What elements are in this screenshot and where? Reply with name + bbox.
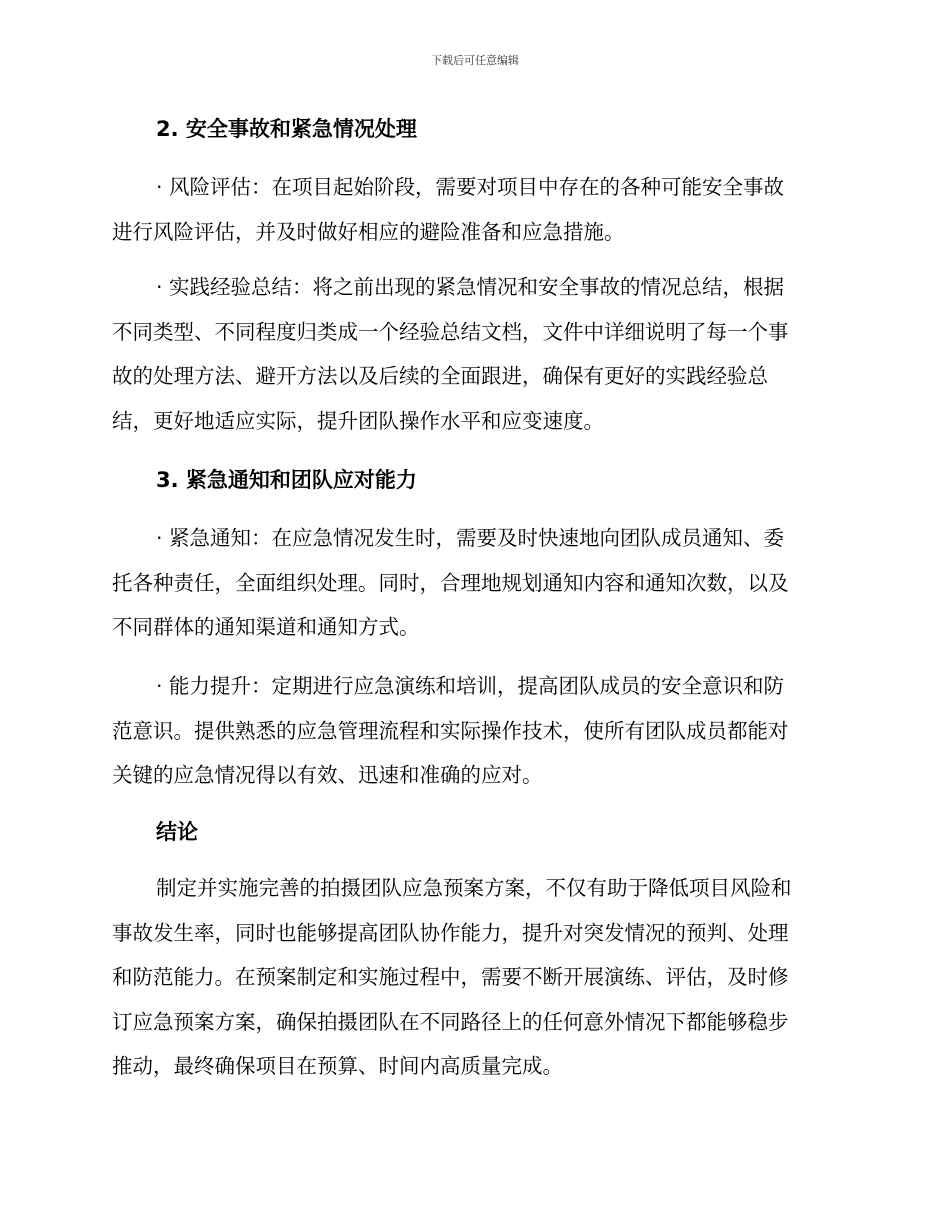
paragraph-line: 事故发生率，同时也能够提高团队协作能力，提升对突发情况的预判、处理 xyxy=(112,920,789,945)
section-heading: 结论 xyxy=(156,820,198,844)
paragraph-line: 托各种责任，全面组织处理。同时，合理地规划通知内容和通知次数，以及 xyxy=(112,570,789,595)
paragraph-line: · 风险评估：在项目起始阶段，需要对项目中存在的各种可能安全事故 xyxy=(156,175,785,199)
paragraph-line: 不同类型、不同程度归类成一个经验总结文档，文件中详细说明了每一个事 xyxy=(112,319,789,344)
paragraph xyxy=(112,516,836,650)
paragraph xyxy=(112,265,836,443)
paragraph xyxy=(112,165,836,254)
section-heading: 2. 安全事故和紧急情况处理 xyxy=(156,117,417,141)
paragraph-line: 进行风险评估，并及时做好相应的避险准备和应急措施。 xyxy=(112,219,625,244)
paragraph-line: 制定并实施完善的拍摄团队应急预案方案，不仅有助于降低项目风险和 xyxy=(156,876,792,900)
paragraph xyxy=(112,664,836,798)
paragraph-line: 范意识。提供熟悉的应急管理流程和实际操作技术，使所有团队成员都能对 xyxy=(112,718,789,743)
paragraph-line: 结，更好地适应实际，提升团队操作水平和应变速度。 xyxy=(112,408,604,433)
section-heading: 3. 紧急通知和团队应对能力 xyxy=(156,468,417,492)
paragraph-line: · 实践经验总结：将之前出现的紧急情况和安全事故的情况总结，根据 xyxy=(156,275,785,299)
paragraph-line: 故的处理方法、避开方法以及后续的全面跟进，确保有更好的实践经验总 xyxy=(112,364,768,388)
paragraph-line: · 能力提升：定期进行应急演练和培训，提高团队成员的安全意识和防 xyxy=(156,674,785,698)
paragraph-line: 订应急预案方案，确保拍摄团队在不同路径上的任何意外情况下都能够稳步 xyxy=(112,1009,789,1034)
paragraph-line: · 紧急通知：在应急情况发生时，需要及时快速地向团队成员通知、委 xyxy=(156,526,785,550)
paragraph-line: 关键的应急情况得以有效、迅速和准确的应对。 xyxy=(112,763,543,787)
paragraph-line: 和防范能力。在预案制定和实施过程中，需要不断开展演练、评估，及时修 xyxy=(112,965,789,989)
paragraph-line: 推动，最终确保项目在预算、时间内高质量完成。 xyxy=(112,1054,563,1078)
paragraph-line: 不同群体的通知渠道和通知方式。 xyxy=(112,615,420,639)
paragraph xyxy=(112,866,836,1089)
page-header: 下载后可任意编辑 xyxy=(431,54,519,67)
